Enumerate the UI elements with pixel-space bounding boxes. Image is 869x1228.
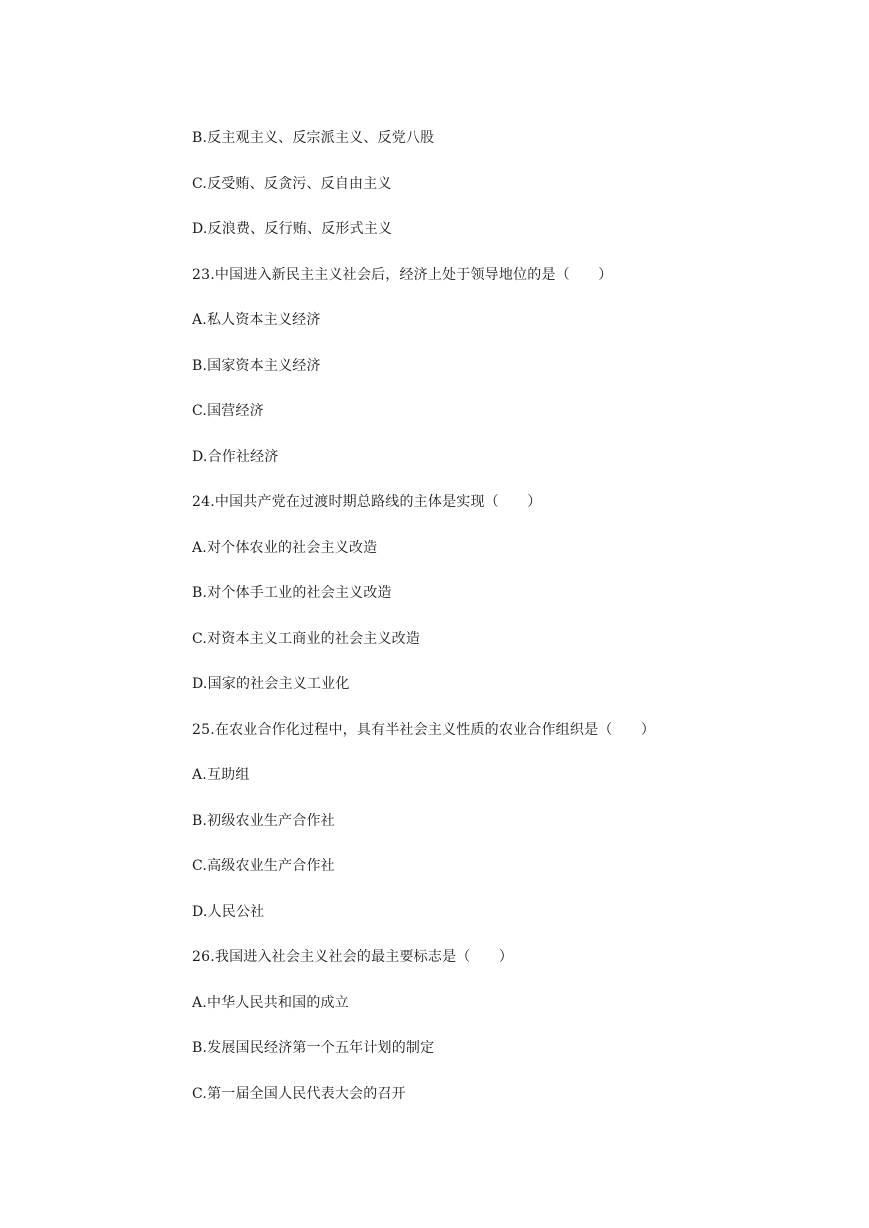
option-line: B.初级农业生产合作社	[192, 813, 335, 829]
option-line: C.高级农业生产合作社	[192, 858, 335, 874]
option-line: B.反主观主义、反宗派主义、反党八股	[192, 130, 435, 146]
option-line: C.国营经济	[192, 403, 264, 419]
option-line: C.反受贿、反贪污、反自由主义	[192, 176, 392, 192]
option-line: B.国家资本主义经济	[192, 358, 321, 374]
option-line: C.第一届全国人民代表大会的召开	[192, 1086, 406, 1102]
option-line: C.对资本主义工商业的社会主义改造	[192, 631, 421, 647]
question-line: 24.中国共产党在过渡时期总路线的主体是实现（ ）	[192, 494, 542, 510]
option-line: A.中华人民共和国的成立	[192, 995, 349, 1011]
option-line: B.对个体手工业的社会主义改造	[192, 585, 392, 601]
question-line: 23.中国进入新民主主义社会后，经济上处于领导地位的是（ ）	[192, 267, 613, 283]
option-line: B.发展国民经济第一个五年计划的制定	[192, 1040, 435, 1056]
question-line: 25.在农业合作化过程中，具有半社会主义性质的农业合作组织是（ ）	[192, 722, 656, 738]
option-line: A.对个体农业的社会主义改造	[192, 540, 378, 556]
option-line: D.合作社经济	[192, 449, 279, 465]
option-line: D.国家的社会主义工业化	[192, 676, 350, 692]
question-line: 26.我国进入社会主义社会的最主要标志是（ ）	[192, 949, 514, 965]
option-line: D.反浪费、反行贿、反形式主义	[192, 221, 393, 237]
option-line: A.互助组	[192, 767, 250, 783]
option-line: D.人民公社	[192, 904, 265, 920]
option-line: A.私人资本主义经济	[192, 312, 321, 328]
